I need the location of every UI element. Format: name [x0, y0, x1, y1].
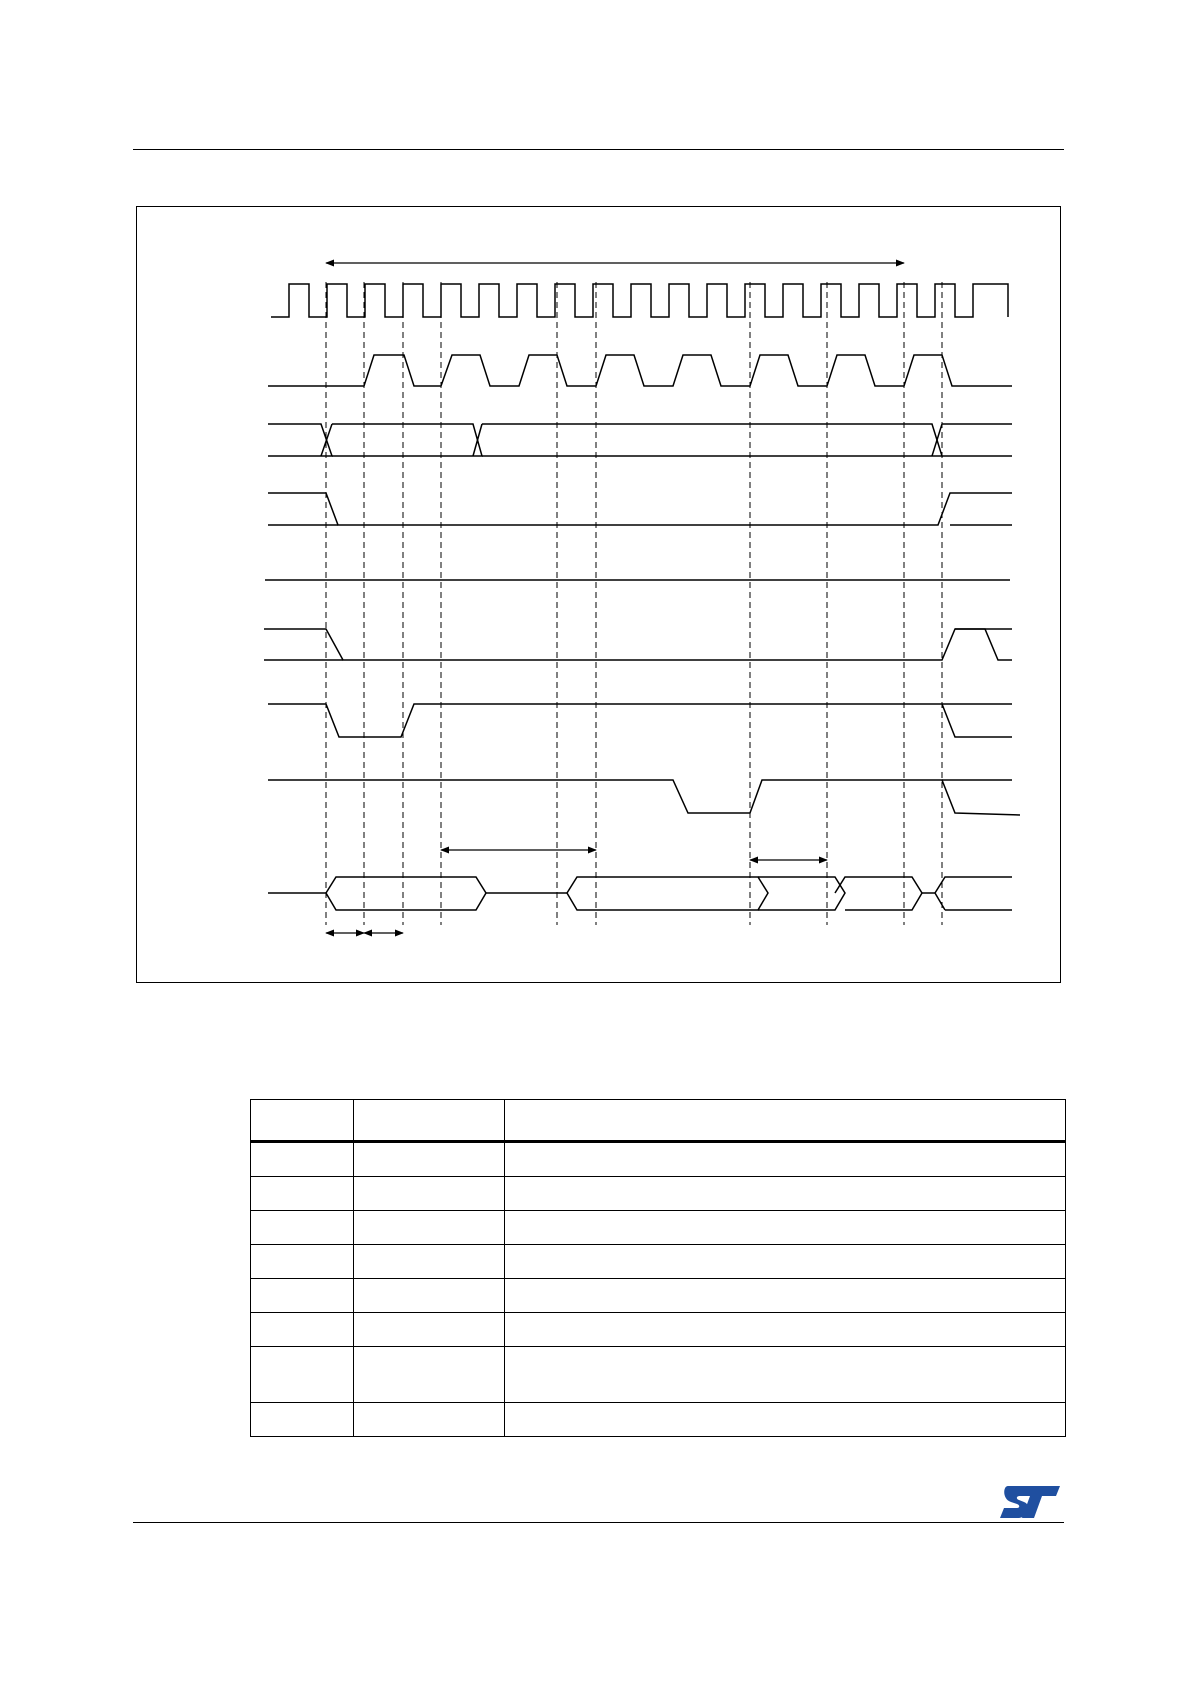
table-cell	[354, 1211, 505, 1245]
table-cell	[354, 1142, 505, 1177]
table-cell	[505, 1245, 1066, 1279]
table-cell	[505, 1347, 1066, 1403]
table-cell	[251, 1177, 354, 1211]
table-row	[251, 1245, 1066, 1279]
table-header-row	[251, 1100, 1066, 1142]
table-cell	[505, 1211, 1066, 1245]
table-cell	[505, 1142, 1066, 1177]
table-cell	[251, 1347, 354, 1403]
table-cell	[354, 1177, 505, 1211]
table-row	[251, 1313, 1066, 1347]
signal-6-waveform	[268, 704, 1012, 737]
table-row	[251, 1403, 1066, 1437]
clock-waveform	[271, 284, 1008, 317]
table-cell	[354, 1245, 505, 1279]
st-logo-icon	[998, 1484, 1062, 1520]
header-cell-parameter	[354, 1100, 505, 1142]
table-cell	[505, 1177, 1066, 1211]
table-cell	[251, 1403, 354, 1437]
table-row	[251, 1142, 1066, 1177]
footer-rule	[133, 1522, 1064, 1523]
table-row	[251, 1211, 1066, 1245]
timing-parameters-table	[250, 1099, 1066, 1437]
signal-7-waveform	[268, 780, 1020, 815]
table-row	[251, 1177, 1066, 1211]
table-cell	[354, 1279, 505, 1313]
table-cell	[251, 1279, 354, 1313]
signal-1-waveform	[268, 355, 1012, 386]
table-row	[251, 1347, 1066, 1403]
header-cell-symbol	[251, 1100, 354, 1142]
table-cell	[505, 1313, 1066, 1347]
table-cell	[354, 1403, 505, 1437]
table-cell	[251, 1211, 354, 1245]
table-cell	[251, 1245, 354, 1279]
table-cell	[251, 1313, 354, 1347]
table-cell	[505, 1279, 1066, 1313]
table-cell	[505, 1403, 1066, 1437]
reference-lines	[326, 282, 942, 925]
header-cell-description	[505, 1100, 1066, 1142]
diagram-frame	[137, 207, 1061, 983]
signal-8-bus	[268, 877, 1012, 910]
table-row	[251, 1279, 1066, 1313]
table-cell	[251, 1142, 354, 1177]
signal-5-waveform	[264, 629, 1012, 660]
table-cell	[354, 1347, 505, 1403]
measurement-arrows	[326, 263, 904, 933]
signal-3-waveform	[268, 493, 1012, 525]
signal-2-bus	[268, 424, 1012, 456]
table-cell	[354, 1313, 505, 1347]
